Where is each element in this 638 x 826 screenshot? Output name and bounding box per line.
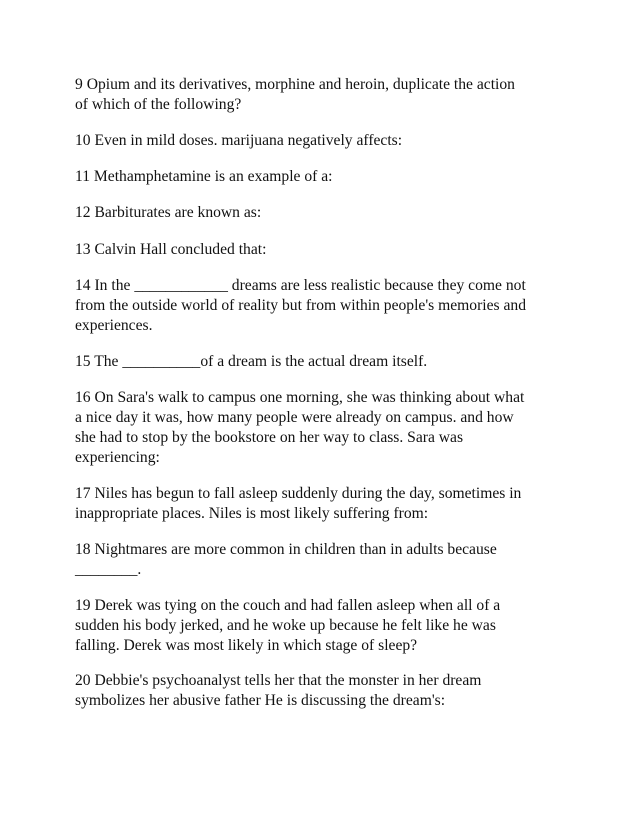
question-line: 13 Calvin Hall concluded that:	[75, 241, 267, 258]
question-line: 11 Methamphetamine is an example of a:	[75, 168, 333, 185]
question-line: 15 The __________of a dream is the actual dream itself.	[75, 353, 428, 370]
question-line: from the outside world of reality but from within people's memories and	[75, 297, 527, 314]
question-line: 16 On Sara's walk to campus one morning, she was thinking about what	[75, 389, 525, 406]
question-line: ________.	[75, 561, 142, 578]
question-line: 17 Niles has begun to fall asleep suddenly during the day, sometimes in	[75, 485, 522, 502]
question-line: 18 Nightmares are more common in children than in adults because	[75, 541, 497, 558]
question-line: falling. Derek was most likely in which stage of sleep?	[75, 637, 418, 654]
question-19	[75, 596, 575, 656]
question-line: 12 Barbiturates are known as:	[75, 204, 262, 221]
question-line: she had to stop by the bookstore on her way to class. Sara was	[75, 429, 464, 446]
question-line: experiencing:	[75, 449, 160, 466]
question-16	[75, 388, 575, 468]
question-13	[75, 240, 575, 260]
question-10	[75, 131, 575, 151]
question-line: a nice day it was, how many people were already on campus. and how	[75, 409, 514, 426]
question-line: 20 Debbie's psychoanalyst tells her that the monster in her dream	[75, 672, 482, 689]
question-line: 10 Even in mild doses. marijuana negatively affects:	[75, 132, 403, 149]
question-line: sudden his body jerked, and he woke up because he felt like he was	[75, 617, 496, 634]
question-14	[75, 276, 575, 336]
question-17	[75, 484, 575, 524]
question-15	[75, 352, 575, 372]
question-line: 19 Derek was tying on the couch and had fallen asleep when all of a	[75, 597, 501, 614]
question-18	[75, 540, 575, 580]
question-9	[75, 75, 575, 115]
question-line: experiences.	[75, 317, 153, 334]
question-line: symbolizes her abusive father He is discussing the dream's:	[75, 692, 446, 709]
question-12	[75, 203, 575, 223]
question-line: 14 In the ____________ dreams are less realistic because they come not	[75, 277, 526, 294]
question-line: of which of the following?	[75, 96, 242, 113]
question-11	[75, 167, 575, 187]
question-20	[75, 671, 575, 711]
question-line: inappropriate places. Niles is most likely suffering from:	[75, 505, 429, 522]
question-line: 9 Opium and its derivatives, morphine and heroin, duplicate the action	[75, 76, 515, 93]
